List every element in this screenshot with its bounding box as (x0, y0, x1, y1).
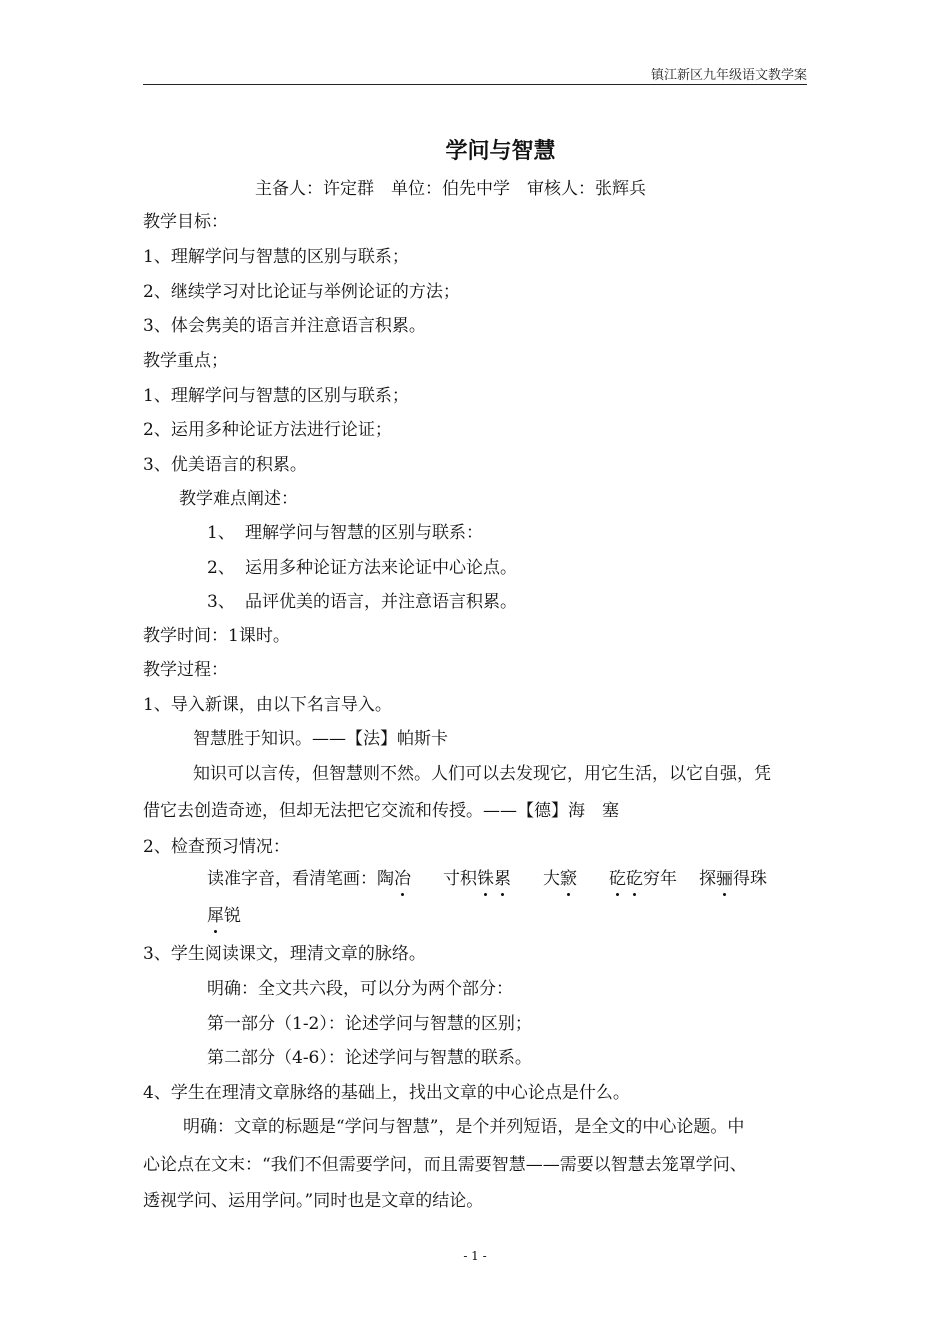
objectives-heading: 教学目标： (143, 212, 228, 232)
dotted-character: 窾 (560, 869, 577, 889)
difficulty-text: 品评优美的语言，并注意语言积累。 (245, 592, 517, 612)
dotted-character: 犀 (207, 906, 224, 926)
difficulty-text: 理解学问与智慧的区别与联系： (245, 523, 483, 543)
document-title: 学问与智慧 (445, 138, 556, 164)
clarify-structure: 明确：全文共六段，可以分为两个部分： (207, 979, 513, 999)
preview-word: 矻矻穷年 (609, 869, 677, 889)
difficulty-number: 2、 (207, 558, 235, 578)
preview-line-2: 犀锐 (207, 906, 241, 926)
process-step-2: 2、检查预习情况： (143, 837, 290, 857)
teaching-time: 教学时间：1课时。 (143, 626, 290, 646)
key-points-heading: 教学重点； (143, 351, 228, 371)
part-one: 第一部分（1-2）：论述学问与智慧的区别； (207, 1014, 532, 1034)
dotted-character: 累 (494, 869, 511, 889)
process-step-4: 4、学生在理清文章脉络的基础上，找出文章的中心论点是什么。 (143, 1083, 630, 1103)
quote-hesse-line-1: 知识可以言传，但智慧则不然。人们可以去发现它，用它生活，以它自强，凭 (193, 764, 771, 784)
byline: 主备人：许定群 单位：伯先中学 审核人：张辉兵 (255, 179, 646, 199)
key-point-item: 2、运用多种论证方法进行论证； (143, 420, 392, 440)
preview-word: 陶冶 (377, 869, 411, 889)
dotted-character: 铢 (477, 869, 494, 889)
quote-hesse-line-2: 借它去创造奇迹，但却无法把它交流和传授。——【德】海 塞 (143, 801, 619, 821)
header-rule (143, 84, 807, 85)
preview-label: 读准字音，看清笔画： (207, 869, 377, 889)
page-number: - 1 - (463, 1249, 487, 1263)
clarify-thesis-line-2: 心论点在文末：“我们不但需要学问，而且需要智慧——需要以智慧去笼罩学问、 (143, 1155, 747, 1175)
dotted-character: 矻 (626, 869, 643, 889)
difficulty-number: 1、 (207, 523, 235, 543)
dotted-character: 骊 (716, 869, 733, 889)
clarify-thesis-line-3: 透视学问、运用学问。”同时也是文章的结论。 (143, 1191, 484, 1211)
difficulty-number: 3、 (207, 592, 235, 612)
preview-word: 探骊得珠 (699, 869, 767, 889)
preview-word: 寸积铢累 (443, 869, 511, 889)
process-step-1: 1、导入新课，由以下名言导入。 (143, 695, 392, 715)
dotted-character: 冶 (394, 869, 411, 889)
key-point-item: 1、理解学问与智慧的区别与联系； (143, 386, 409, 406)
dotted-character: 矻 (609, 869, 626, 889)
running-header: 镇江新区九年级语文教学案 (650, 68, 807, 83)
preview-line-1 (207, 868, 767, 890)
part-two: 第二部分（4-6）：论述学问与智慧的联系。 (207, 1048, 532, 1068)
clarify-thesis-line-1: 明确：文章的标题是“学问与智慧”，是个并列短语，是全文的中心论题。中 (183, 1117, 745, 1137)
process-heading: 教学过程： (143, 660, 228, 680)
objective-item: 3、体会隽美的语言并注意语言积累。 (143, 316, 426, 336)
key-point-item: 3、优美语言的积累。 (143, 455, 307, 475)
preview-word: 大窾 (543, 869, 577, 889)
objective-item: 2、继续学习对比论证与举例论证的方法； (143, 282, 460, 302)
difficulty-text: 运用多种论证方法来论证中心论点。 (245, 558, 517, 578)
process-step-3: 3、学生阅读课文，理清文章的脉络。 (143, 944, 426, 964)
quote-pascal: 智慧胜于知识。——【法】帕斯卡 (193, 729, 448, 749)
difficulties-heading: 教学难点阐述： (179, 489, 298, 509)
objective-item: 1、理解学问与智慧的区别与联系； (143, 247, 409, 267)
